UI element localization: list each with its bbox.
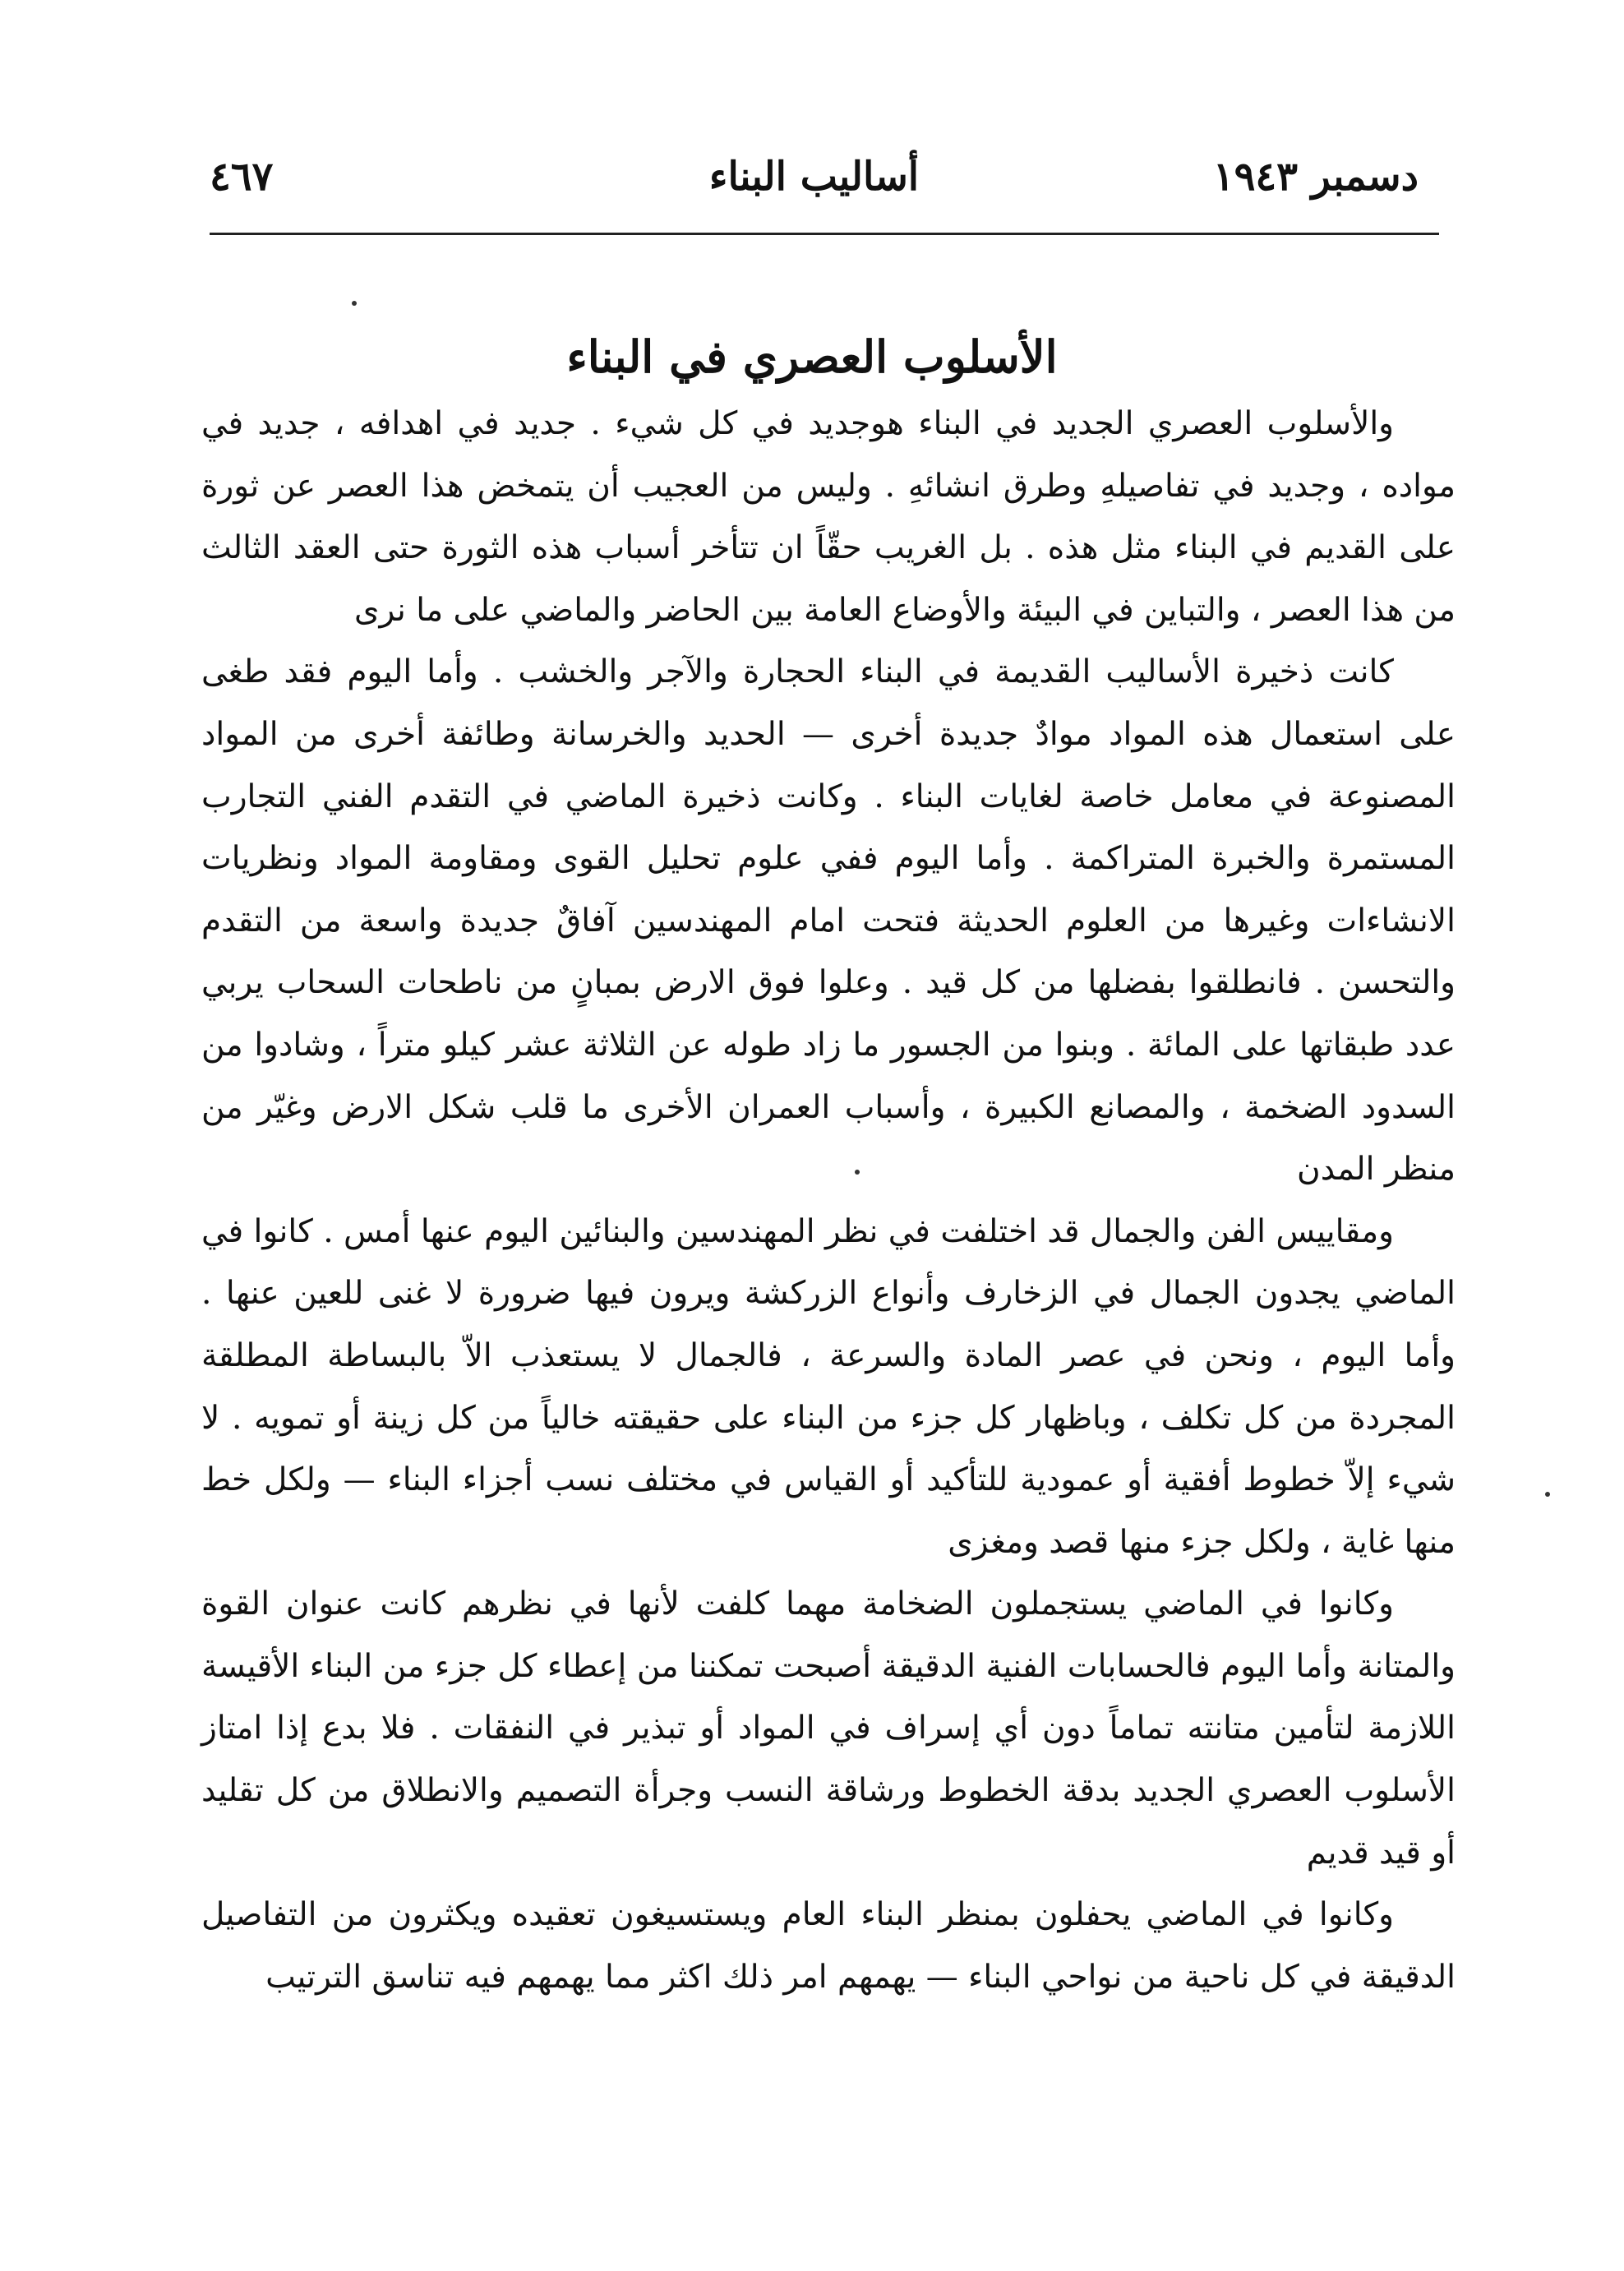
ink-speck — [352, 301, 357, 306]
running-head — [210, 140, 1419, 214]
header-divider — [210, 233, 1439, 235]
ink-speck — [855, 1170, 860, 1175]
paragraph: والأسلوب العصري الجديد في البناء هوجديد في كل شيء . جديد في اهدافه ، جديد في مواده ، وجديد في تفاصيلهِ وطرق انشائهِ . وليس من العجيب أن يتمخض هذا العصر عن ثورة على القديم في البناء مثل هذه . بل الغريب حقّاً ان تتأخر أسباب هذه الثورة حتى العقد الثالث من هذا العصر ، والتباين في البيئة والأوضاع العامة بين الحاضر والماضي على ما نرى — [201, 405, 1456, 629]
article-body — [201, 393, 1456, 2008]
article-title: الأسلوب العصري في البناء — [566, 330, 1058, 384]
ink-speck — [1545, 1492, 1550, 1497]
paragraph: كانت ذخيرة الأساليب القديمة في البناء الحجارة والآجر والخشب . وأما اليوم فقد طغى على استعمال هذه المواد موادٌ جديدة أخرى — الحديد والخرسانة وطائفة أخرى من المواد المصنوعة في معامل خاصة لغايات البناء . وكانت ذخيرة الماضي في التقدم الفني التجارب المستمرة والخبرة المتراكمة . وأما اليوم ففي علوم تحليل القوى ومقاومة المواد ونظريات الانشاءات وغيرها من العلوم الحديثة فتحت امام المهندسين آفاقٌ جديدة واسعة من التقدم والتحسن . فانطلقوا بفضلها من كل قيد . وعلوا فوق الارض بمبانٍ من ناطحات السحاب يربي عدد طبقاتها على المائة . وبنوا من الجسور ما زاد طوله عن الثلاثة عشر كيلو متراً ، وشادوا من السدود الضخمة ، والمصانع الكبيرة ، وأسباب العمران الأخرى ما قلب شكل الارض وغيّر من منظر المدن — [201, 653, 1456, 1189]
paragraph: ومقاييس الفن والجمال قد اختلفت في نظر المهندسين والبنائين اليوم عنها أمس . كانوا في الماضي يجدون الجمال في الزخارف وأنواع الزركشة ويرون فيها ضرورة لا غنى للعين عنها . وأما اليوم ، ونحن في عصر المادة والسرعة ، فالجمال لا يستعذب الاّ بالبساطة المطلقة المجردة من كل تكلف ، وباظهار كل جزء من البناء على حقيقته خالياً من كل زينة أو تمويه . لا شيء إلاّ خطوط أفقية أو عمودية للتأكيد أو القياس في مختلف نسب أجزاء البناء — ولكل خط منها غاية ، ولكل جزء منها قصد ومغزى — [201, 1212, 1456, 1561]
paragraph: وكانوا في الماضي يحفلون بمنظر البناء العام ويستسيغون تعقيده ويكثرون من التفاصيل الدقيقة في كل ناحية من نواحي البناء — يهمهم امر ذلك اكثر مما يهمهم فيه تناسق الترتيب — [201, 1896, 1456, 1996]
section-title: أساليب البناء — [708, 154, 920, 200]
paragraph: وكانوا في الماضي يستجملون الضخامة مهما كلفت لأنها في نظرهم كانت عنوان القوة والمتانة وأما اليوم فالحسابات الفنية الدقيقة أصبحت تمكننا من إعطاء كل جزء من البناء الأقيسة اللازمة لتأمين متانته تماماً دون أي إسراف في المواد أو تبذير في النفقات . فلا بدع إذا امتاز الأسلوب العصري الجديد بدقة الخطوط ورشاقة النسب وجرأة التصميم والانطلاق من كل تقليد أو قيد قديم — [201, 1586, 1456, 1872]
issue-date: دسمبر ١٩٤٣ — [1212, 154, 1419, 200]
page-number: ٤٦٧ — [210, 154, 274, 200]
